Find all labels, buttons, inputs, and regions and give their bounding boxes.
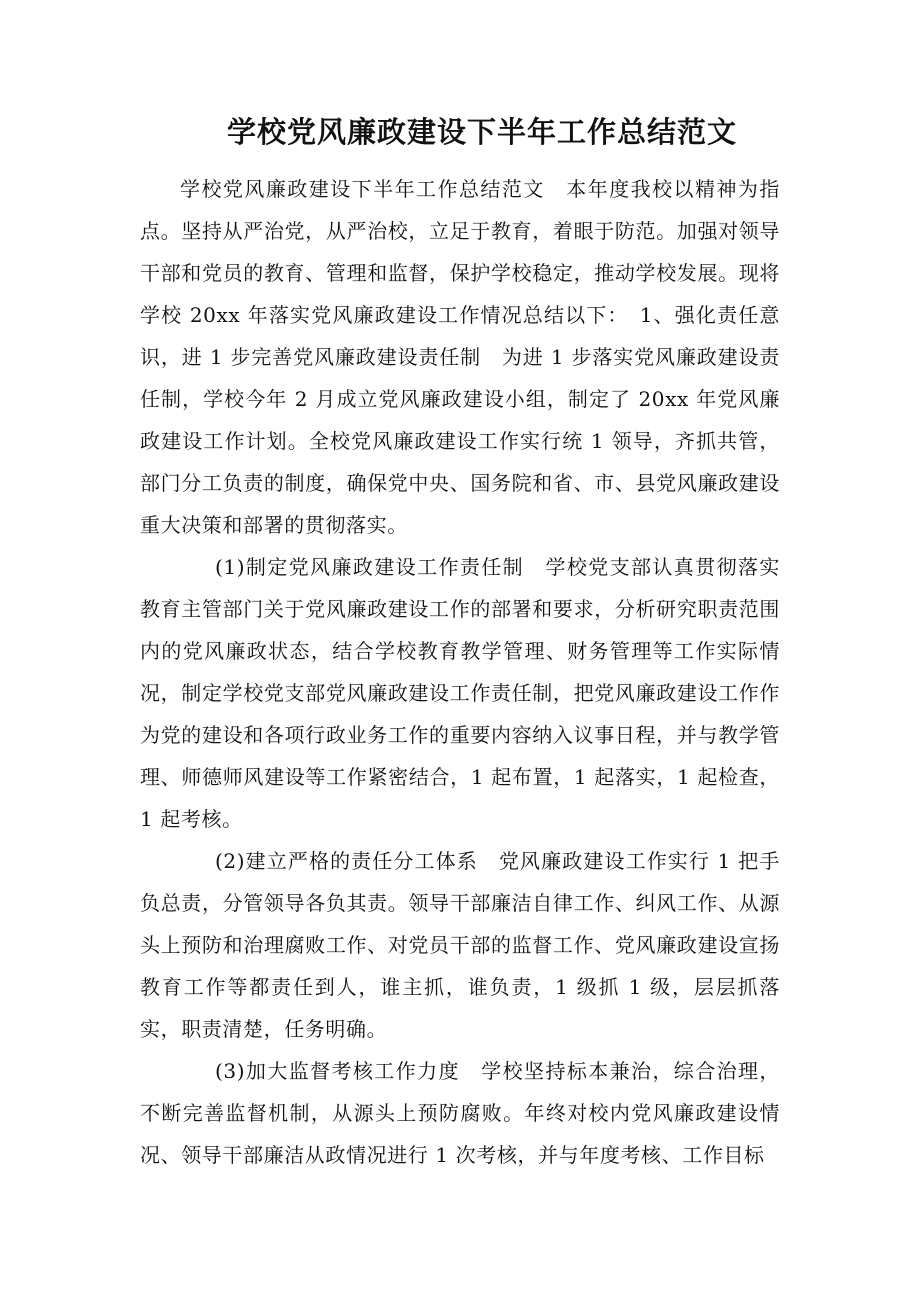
paragraph-intro: 学校党风廉政建设下半年工作总结范文 本年度我校以精神为指点。坚持从严治党，从严治校，立足于教育，着眼于防范。加强对领导干部和党员的教育、管理和监督，保护学校稳定，推动学校发展。现将学校 20xx 年落实党风廉政建设工作情况总结以下： 1、强化责任意识，进 1 步完善党风廉政建设责任制 为进 1 步落实党风廉政建设责任制，学校今年 2 月成立党风廉政建设小组，制定了 20xx 年党风廉政建设工作计划。全校党风廉政建设工作实行统 1 领导，齐抓共管，部门分工负责的制度，确保党中央、国务院和省、市、县党风廉政建设重大决策和部署的贯彻落实。 <box>140 177 780 537</box>
paragraph-item-1: (1)制定党风廉政建设工作责任制 学校党支部认真贯彻落实教育主管部门关于党风廉政建设工作的部署和要求，分析研究职责范围内的党风廉政状态，结合学校教育教学管理、财务管理等工作实际情况，制定学校党支部党风廉政建设工作责任制，把党风廉政建设工作作为党的建设和各项行政业务工作的重要内容纳入议事日程，并与教学管理、师德师风建设等工作紧密结合，1 起布置，1 起落实，1 起检查，1 起考核。 <box>140 555 780 831</box>
document-title: 学校党风廉政建设下半年工作总结范文 <box>226 115 737 149</box>
paragraph-item-2: (2)建立严格的责任分工体系 党风廉政建设工作实行 1 把手负总责，分管领导各负其责。领导干部廉洁自律工作、纠风工作、从源头上预防和治理腐败工作、对党员干部的监督工作、党风廉政建设宣扬教育工作等都责任到人，谁主抓，谁负责，1 级抓 1 级，层层抓落实，职责清楚，任务明确。 <box>140 849 780 1041</box>
paragraph-item-3: (3)加大监督考核工作力度 学校坚持标本兼治，综合治理，不断完善监督机制，从源头上预防腐败。年终对校内党风廉政建设情况、领导干部廉洁从政情况进行 1 次考核，并与年度考核、工作目标 <box>140 1059 780 1167</box>
